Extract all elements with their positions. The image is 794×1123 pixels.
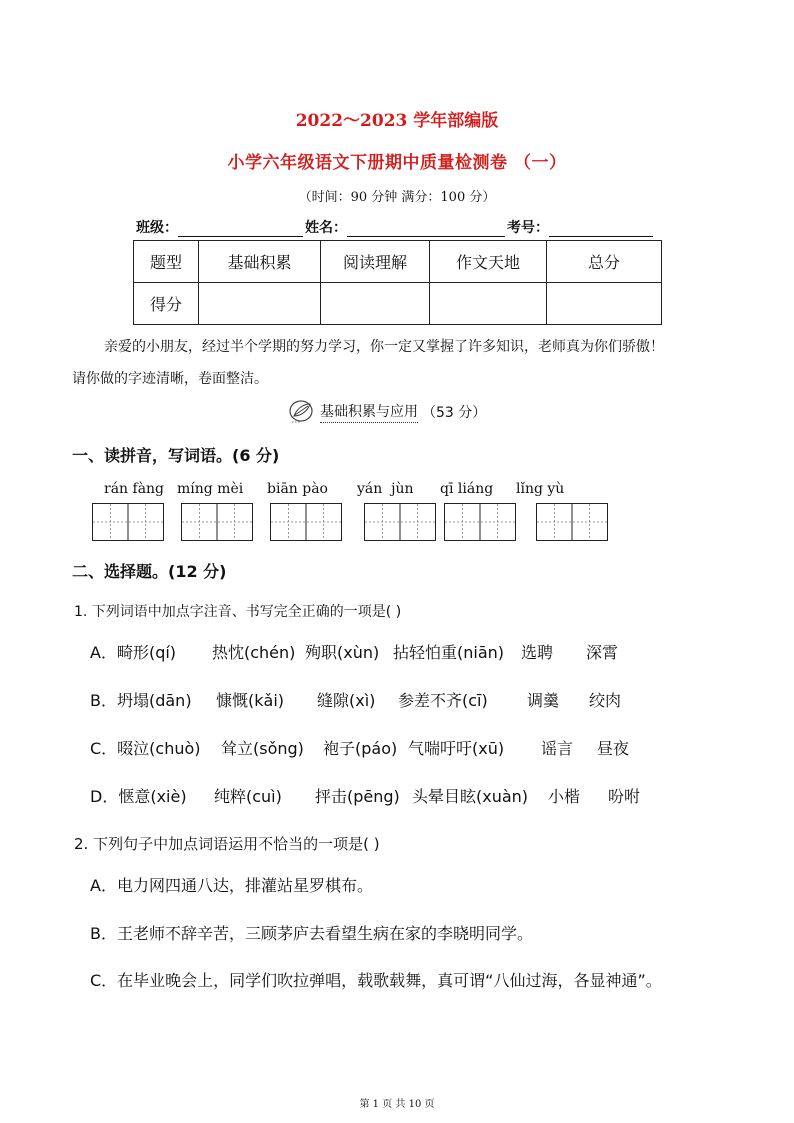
pinyin-6: lǐng yù xyxy=(516,481,565,497)
table-cell: 总分 xyxy=(547,241,662,283)
class-label: 班级： xyxy=(136,220,178,236)
option-term: 抨击(pēng) xyxy=(315,787,400,806)
exam-title-year: 2022～2023 学年部编版 xyxy=(295,111,499,131)
option-term: D．惬意(xiè) xyxy=(90,787,187,806)
pinyin-2: míng mèi xyxy=(177,481,244,497)
pinyin-1: rán fàng xyxy=(104,481,165,497)
option-term: 热忱(chén) xyxy=(212,643,296,662)
pinyin-5: qī liáng xyxy=(440,481,494,497)
option-term: 吩咐 xyxy=(608,787,641,806)
table-cell: 题型 xyxy=(134,241,199,283)
option-term: A．畸形(qí) xyxy=(90,643,177,662)
writing-grid[interactable] xyxy=(444,503,516,541)
intro-line-2: 请你做的字迹清晰，卷面整洁。 xyxy=(72,371,268,387)
leaf-icon xyxy=(288,398,318,426)
option-term: 纯粹(cuì) xyxy=(214,787,282,806)
score-table xyxy=(133,240,662,325)
tian-grid-lines xyxy=(445,504,515,540)
option-term: 调羹 xyxy=(527,691,560,710)
option-term: 深霄 xyxy=(586,643,619,662)
writing-grid[interactable] xyxy=(92,503,164,541)
section-points: （53 分） xyxy=(422,405,487,421)
option-term: 绞肉 xyxy=(589,691,622,710)
table-cell: 阅读理解 xyxy=(321,241,430,283)
option-term: 殉职(xùn) xyxy=(305,643,380,662)
question-2-stem: 2. 下列句子中加点词语运用不恰当的一项是( ) xyxy=(74,835,380,853)
pinyin-3: biān pào xyxy=(267,481,328,497)
pinyin-4: yán jùn xyxy=(357,481,414,497)
intro-line-1: 亲爱的小朋友，经过半个学期的努力学习，你一定又掌握了许多知识，老师真为你们骄傲！ xyxy=(104,339,664,355)
option-term: 昼夜 xyxy=(597,739,630,758)
name-field[interactable] xyxy=(347,222,505,237)
option-term: C．啜泣(chuò) xyxy=(90,739,201,758)
score-cell[interactable] xyxy=(199,283,321,325)
q2-option-b[interactable]: B．王老师不辞辛苦，三顾茅庐去看望生病在家的李晓明同学。 xyxy=(90,924,533,943)
option-term: 缝隙(xì) xyxy=(317,691,376,710)
tian-grid-lines xyxy=(182,504,252,540)
class-field[interactable] xyxy=(178,222,303,237)
option-term: 袍子(páo) xyxy=(323,739,398,758)
score-table-score-row xyxy=(134,283,662,325)
exam-no-field[interactable] xyxy=(549,222,653,237)
writing-grid[interactable] xyxy=(536,503,608,541)
writing-grid[interactable] xyxy=(181,503,253,541)
name-label: 姓名： xyxy=(305,220,347,236)
part2-heading: 二、选择题。(12 分) xyxy=(72,562,227,581)
option-term: 参差不齐(cī) xyxy=(398,691,488,710)
option-term: 小楷 xyxy=(548,787,581,806)
tian-grid-lines xyxy=(271,504,341,540)
option-term: 头晕目眩(xuàn) xyxy=(412,787,529,806)
score-cell[interactable] xyxy=(430,283,547,325)
exam-title: 小学六年级语文下册期中质量检测卷 （一） xyxy=(227,153,567,173)
option-term: 谣言 xyxy=(541,739,574,758)
intro-paragraph xyxy=(72,331,732,395)
option-term: B．坍塌(dān) xyxy=(90,691,192,710)
option-term: 拈轻怕重(niān) xyxy=(393,643,505,662)
score-table-header-row xyxy=(134,241,662,283)
option-term: 耸立(sǒng) xyxy=(221,739,304,758)
writing-grid[interactable] xyxy=(364,503,436,541)
score-cell[interactable] xyxy=(547,283,662,325)
writing-grid[interactable] xyxy=(270,503,342,541)
exam-time-score: （时间：90 分钟 满分：100 分） xyxy=(298,190,496,205)
q1-option-a[interactable] xyxy=(90,640,618,663)
q2-option-a[interactable]: A．电力网四通八达，排灌站星罗棋布。 xyxy=(90,876,373,895)
exam-no-label: 考号： xyxy=(507,220,549,236)
option-term: 慷慨(kǎi) xyxy=(216,691,285,710)
table-cell: 作文天地 xyxy=(430,241,547,283)
tian-grid-lines xyxy=(365,504,435,540)
part1-heading: 一、读拼音，写词语。(6 分) xyxy=(72,446,280,465)
student-info-fields xyxy=(136,217,655,237)
tian-grid-lines xyxy=(537,504,607,540)
option-term: 选聘 xyxy=(521,643,554,662)
q1-option-d[interactable] xyxy=(90,784,640,807)
q1-option-b[interactable] xyxy=(90,688,621,711)
score-cell[interactable] xyxy=(321,283,430,325)
q2-option-c[interactable]: C．在毕业晚会上，同学们吹拉弹唱，载歌载舞，真可谓“八仙过海，各显神通”。 xyxy=(90,971,662,990)
section-title: 基础积累与应用 xyxy=(320,401,418,423)
section-banner xyxy=(288,398,486,426)
q1-option-c[interactable] xyxy=(90,736,629,759)
option-term: 气喘吁吁(xū) xyxy=(408,739,505,758)
question-1-stem: 1. 下列词语中加点字注音、书写完全正确的一项是( ) xyxy=(74,604,402,620)
page-footer: 第 1 页 共 10 页 xyxy=(359,1099,435,1110)
table-cell: 得分 xyxy=(134,283,199,325)
tian-grid-lines xyxy=(93,504,163,540)
table-cell: 基础积累 xyxy=(199,241,321,283)
